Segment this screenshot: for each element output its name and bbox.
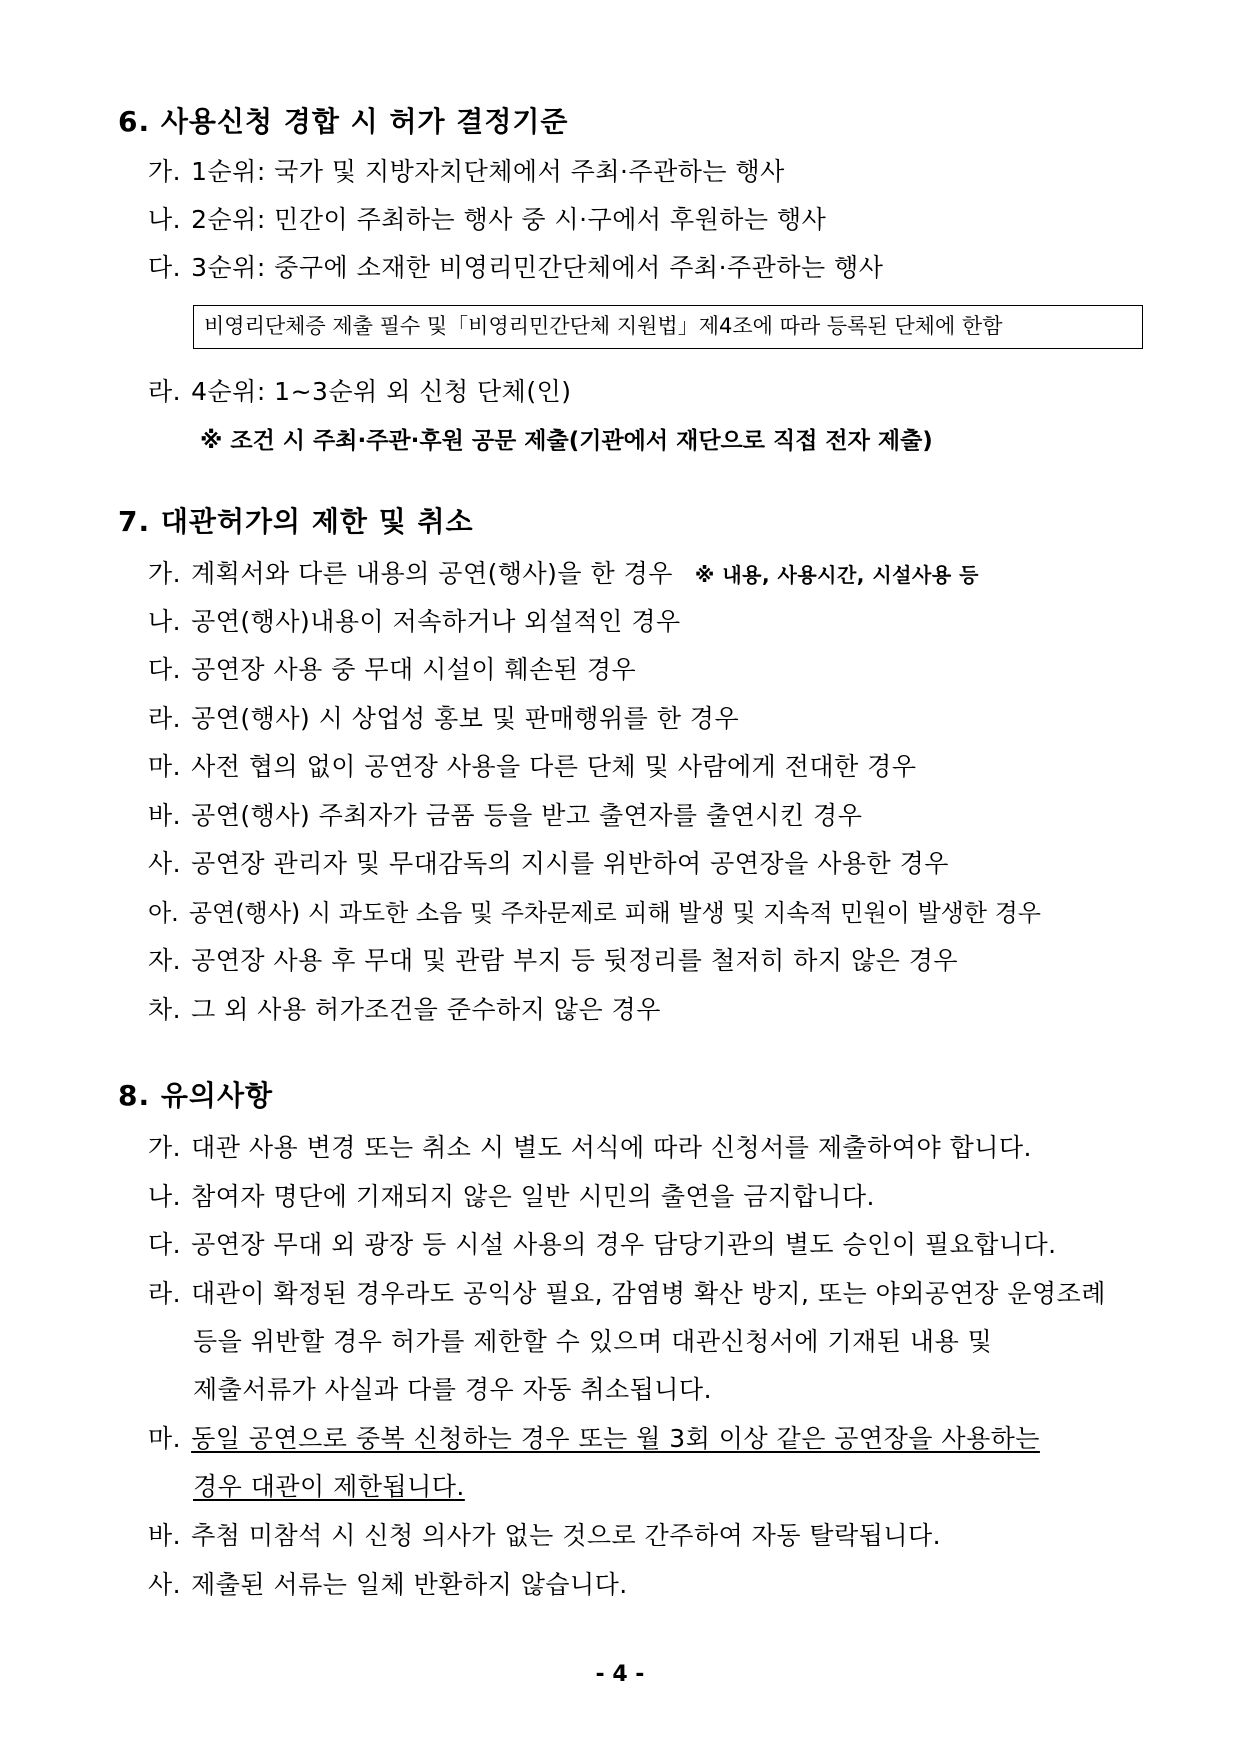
s7-item-4 [148,699,739,735]
s6-item-1-text: 1순위: 국가 및 지방자치단체에서 주최·주관하는 행사 [191,157,785,186]
s7-item-4-marker: 라. [148,704,182,733]
s7-item-2-text: 공연(행사)내용이 저속하거나 외설적인 경우 [191,607,681,636]
s6-item-1 [148,152,785,188]
s8-item-2 [148,1177,875,1213]
s7-item-7 [148,844,949,880]
s7-item-10 [148,990,661,1026]
s6-item-2 [148,200,826,236]
s7-item-8-text: 공연(행사) 시 과도한 소음 및 주차문제로 피해 발생 및 지속적 민원이 발생한 경우 [188,899,1041,927]
s7-item-6-text: 공연(행사) 주최자가 금품 등을 받고 출연자를 출연시킨 경우 [191,801,863,830]
section-6-heading: 6. 사용신청 경합 시 허가 결정기준 [118,105,569,138]
s8-item-5-text: 동일 공연으로 중복 신청하는 경우 또는 월 3회 이상 같은 공연장을 사용하는 [191,1424,1040,1453]
s7-item-1 [148,554,979,590]
s7-item-3-text: 공연장 사용 중 무대 시설이 훼손된 경우 [191,655,637,684]
s8-item-1 [148,1128,1032,1164]
s6-item-4-text: 4순위: 1~3순위 외 신청 단체(인) [191,377,572,406]
s6-item-2-text: 2순위: 민간이 주최하는 행사 중 시·구에서 후원하는 행사 [191,205,827,234]
section-8-heading: 8. 유의사항 [118,1079,274,1112]
s7-item-2 [148,602,681,638]
section-7-heading: 7. 대관허가의 제한 및 취소 [118,505,474,538]
s8-item-4-cont-1: 등을 위반할 경우 허가를 제한할 수 있으며 대관신청서에 기재된 내용 및 [193,1327,993,1356]
page-number: - 4 - [595,1662,645,1687]
s7-item-3-marker: 다. [148,655,182,684]
s8-item-3-text: 공연장 무대 외 광장 등 시설 사용의 경우 담당기관의 별도 승인이 필요합니다. [191,1230,1057,1259]
s7-item-1-note: ※ 내용, 사용시간, 시설사용 등 [694,563,979,587]
s7-item-6-marker: 바. [148,801,182,830]
s7-item-8 [148,893,1041,928]
s7-item-5-marker: 마. [148,752,182,781]
s6-item-4 [148,372,572,408]
s7-item-1-text: 계획서와 다른 내용의 공연(행사)을 한 경우 [191,559,673,588]
s7-item-2-marker: 나. [148,607,182,636]
s8-item-1-text: 대관 사용 변경 또는 취소 시 별도 서식에 따라 신청서를 제출하여야 합니다. [191,1133,1032,1162]
s8-item-4-text: 대관이 확정된 경우라도 공익상 필요, 감염병 확산 방지, 또는 야외공연장 운영조례 [191,1279,1106,1308]
s8-item-5-cont-1: 경우 대관이 제한됩니다. [193,1472,465,1501]
s8-item-3 [148,1225,1057,1261]
s8-item-1-marker: 가. [148,1133,182,1162]
s6-item-3 [148,248,883,284]
s8-item-6-marker: 바. [148,1521,182,1550]
s8-item-4 [148,1274,1106,1310]
s8-item-4-marker: 라. [148,1279,182,1308]
s7-item-8-marker: 아. [148,899,179,927]
s7-item-5-text: 사전 협의 없이 공연장 사용을 다른 단체 및 사람에게 전대한 경우 [191,752,917,781]
s7-item-10-text: 그 외 사용 허가조건을 준수하지 않은 경우 [191,995,661,1024]
s8-item-2-text: 참여자 명단에 기재되지 않은 일반 시민의 출연을 금지합니다. [191,1182,875,1211]
s6-item-1-marker: 가. [148,157,182,186]
s6-item-2-marker: 나. [148,205,182,234]
s7-item-4-text: 공연(행사) 시 상업성 홍보 및 판매행위를 한 경우 [191,704,740,733]
s7-item-7-text: 공연장 관리자 및 무대감독의 지시를 위반하여 공연장을 사용한 경우 [191,849,949,878]
s6-item-3-text: 3순위: 중구에 소재한 비영리민간단체에서 주최·주관하는 행사 [191,253,884,282]
s8-item-6 [148,1516,941,1552]
s7-item-10-marker: 차. [148,995,182,1024]
s8-item-7-text: 제출된 서류는 일체 반환하지 않습니다. [191,1570,628,1599]
s7-item-1-marker: 가. [148,559,182,588]
s7-item-9-text: 공연장 사용 후 무대 및 관람 부지 등 뒷정리를 철저히 하지 않은 경우 [191,946,959,975]
eligibility-note-box: 비영리단체증 제출 필수 및「비영리민간단체 지원법」제4조에 따라 등록된 단체에 한함 [193,305,1143,349]
s8-item-4-cont-2: 제출서류가 사실과 다를 경우 자동 취소됩니다. [193,1375,713,1404]
s8-item-7 [148,1565,628,1601]
s8-item-7-marker: 사. [148,1570,182,1599]
s8-item-5-marker: 마. [148,1424,182,1453]
s7-item-3 [148,650,636,686]
s7-item-5 [148,747,916,783]
s8-item-3-marker: 다. [148,1230,182,1259]
s6-item-4-marker: 라. [148,377,182,406]
s8-item-6-text: 추첨 미참석 시 신청 의사가 없는 것으로 간주하여 자동 탈락됩니다. [191,1521,942,1550]
s7-item-7-marker: 사. [148,849,182,878]
s8-item-5 [148,1419,1040,1455]
s7-item-9 [148,941,958,977]
s7-item-9-marker: 자. [148,946,182,975]
s6-condition-note: ※ 조건 시 주최·주관·후원 공문 제출(기관에서 재단으로 직접 전자 제출) [200,428,933,454]
s7-item-6 [148,796,862,832]
s6-item-3-marker: 다. [148,253,182,282]
s8-item-2-marker: 나. [148,1182,182,1211]
